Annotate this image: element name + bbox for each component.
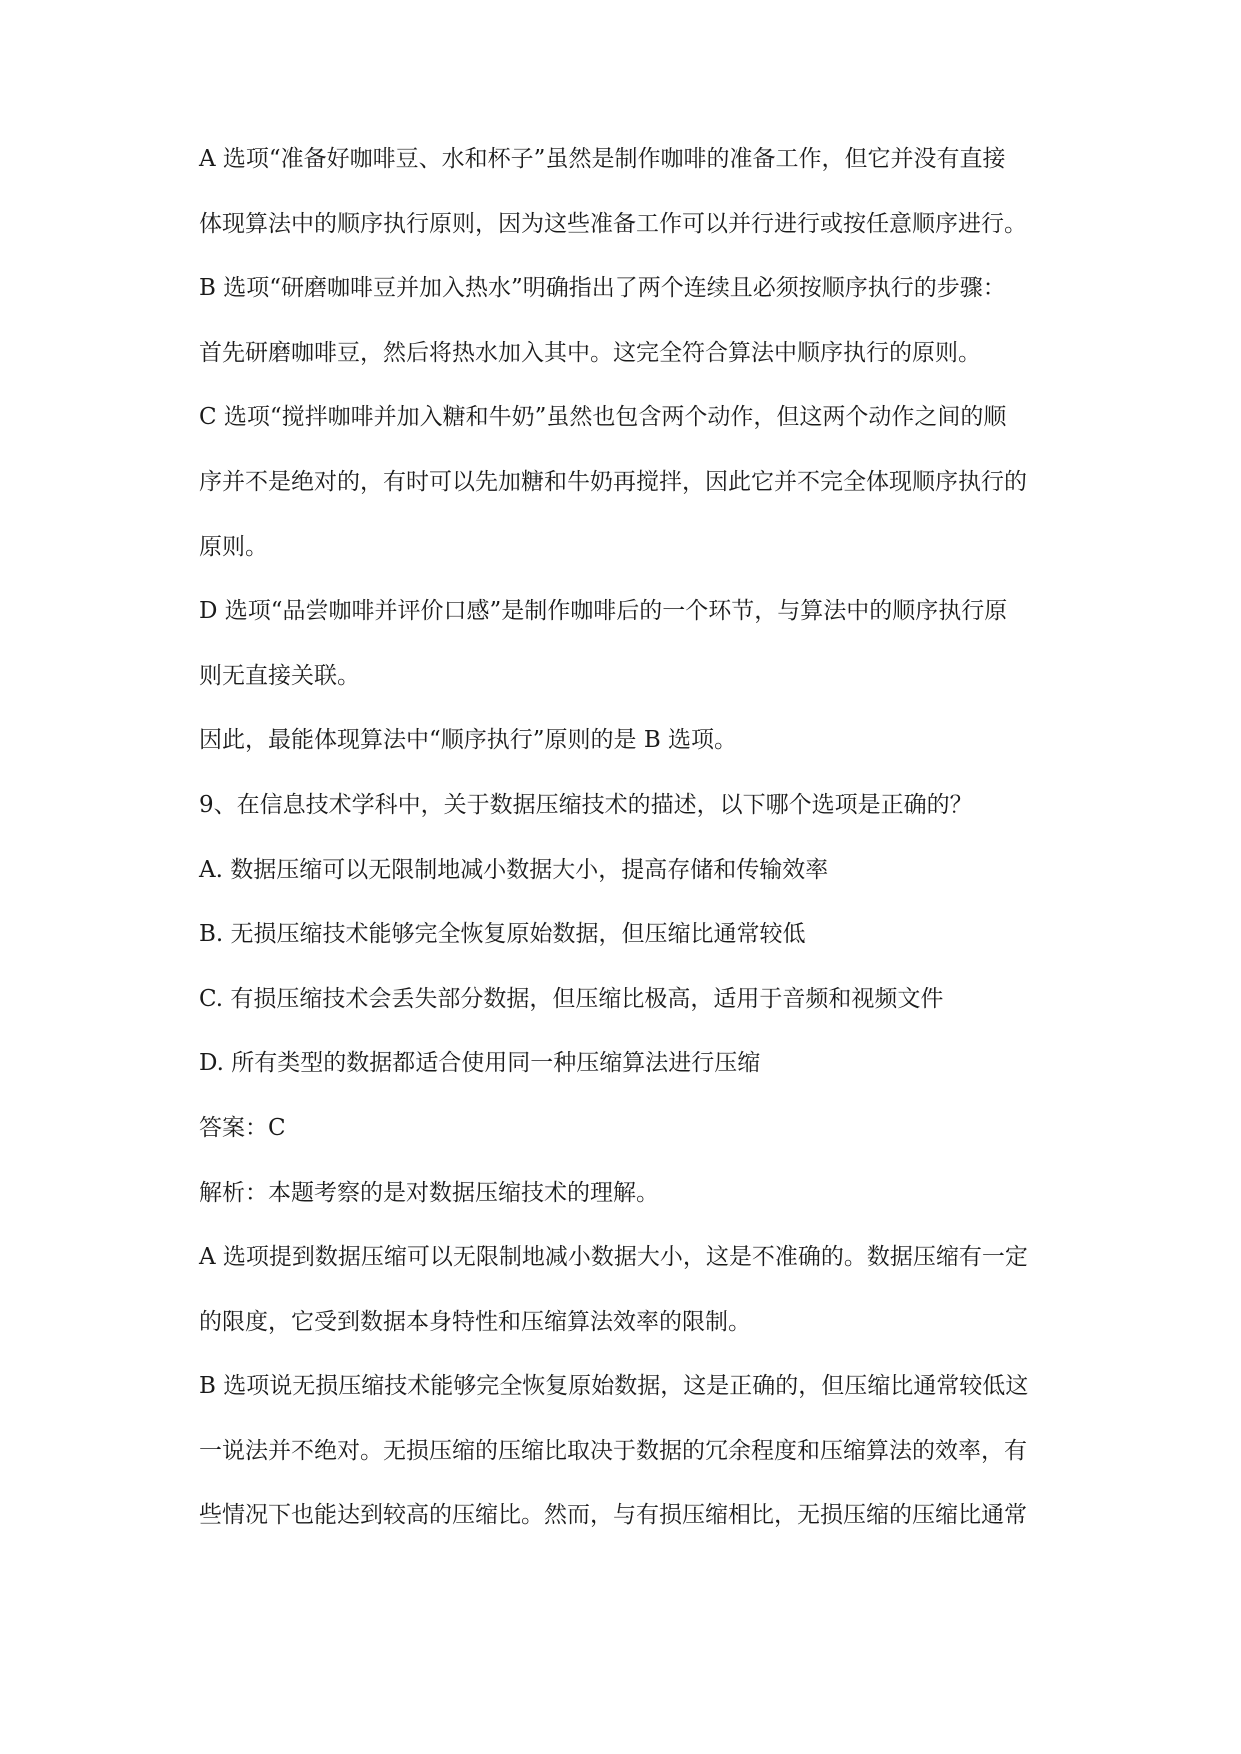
option-a: A. 数据压缩可以无限制地减小数据大小，提高存储和传输效率: [199, 856, 829, 883]
text-line: 些情况下也能达到较高的压缩比。然而，与有损压缩相比，无损压缩的压缩比通常: [199, 1502, 1027, 1529]
text-line: D 选项“品尝咖啡并评价口感”是制作咖啡后的一个环节，与算法中的顺序执行原: [199, 598, 1008, 625]
answer-line: 答案：C: [199, 1114, 286, 1141]
text-line: 一说法并不绝对。无损压缩的压缩比取决于数据的冗余程度和压缩算法的效率，有: [199, 1437, 1027, 1464]
text-line: 序并不是绝对的，有时可以先加糖和牛奶再搅拌，因此它并不完全体现顺序执行的: [199, 468, 1027, 495]
question-title: 9、在信息技术学科中，关于数据压缩技术的描述，以下哪个选项是正确的？: [199, 791, 973, 818]
option-b: B. 无损压缩技术能够完全恢复原始数据，但压缩比通常较低: [199, 921, 806, 948]
text-line: 则无直接关联。: [199, 662, 360, 689]
text-line: B 选项“研磨咖啡豆并加入热水”明确指出了两个连续且必须按顺序执行的步骤：: [199, 275, 1006, 302]
text-line: 的限度，它受到数据本身特性和压缩算法效率的限制。: [199, 1308, 751, 1335]
document-body: [199, 141, 1099, 1562]
option-c: C. 有损压缩技术会丢失部分数据，但压缩比极高，适用于音频和视频文件: [199, 985, 944, 1012]
text-line: 首先研磨咖啡豆，然后将热水加入其中。这完全符合算法中顺序执行的原则。: [199, 339, 981, 366]
analysis-heading: 解析：本题考察的是对数据压缩技术的理解。: [199, 1179, 659, 1206]
text-line: C 选项“搅拌咖啡并加入糖和牛奶”虽然也包含两个动作，但这两个动作之间的顺: [199, 404, 1007, 431]
text-line: 原则。: [199, 533, 268, 560]
option-d: D. 所有类型的数据都适合使用同一种压缩算法进行压缩: [199, 1050, 761, 1077]
conclusion-line: 因此，最能体现算法中“顺序执行”原则的是 B 选项。: [199, 727, 738, 754]
text-line: 体现算法中的顺序执行原则，因为这些准备工作可以并行进行或按任意顺序进行。: [199, 210, 1027, 237]
text-line: A 选项提到数据压缩可以无限制地减小数据大小，这是不准确的。数据压缩有一定: [199, 1244, 1028, 1271]
text-line: B 选项说无损压缩技术能够完全恢复原始数据，这是正确的，但压缩比通常较低这: [199, 1373, 1029, 1400]
text-line: A 选项“准备好咖啡豆、水和杯子”虽然是制作咖啡的准备工作，但它并没有直接: [199, 146, 1006, 172]
